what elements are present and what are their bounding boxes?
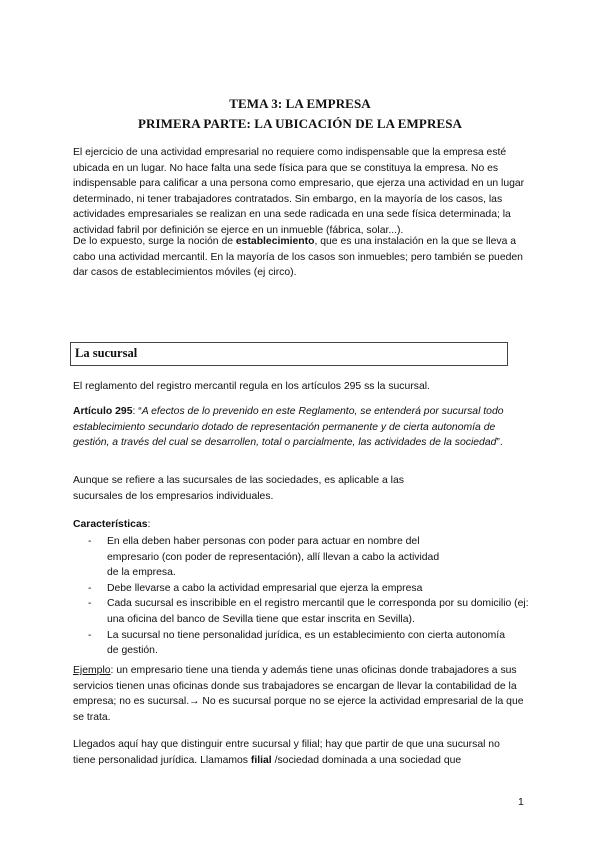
ejemplo-paragraph — [73, 663, 525, 725]
document-subtitle: PRIMERA PARTE: LA UBICACIÓN DE LA EMPRESA — [137, 116, 463, 131]
filial-paragraph — [73, 737, 525, 768]
document-title: TEMA 3: LA EMPRESA — [229, 96, 371, 111]
articulo-quote: A efectos de lo prevenido en este Reglamento, se entenderá por sucursal todo establecimiento secundario dotado de representación permanente y de cierta autonomía de gestión, a través del cual se desarrollen, total o parcialmente, las actividades de la sociedad — [73, 406, 504, 449]
establecimiento-term: establecimiento — [235, 236, 315, 247]
articulo-paragraph — [73, 404, 525, 451]
section-heading: La sucursal — [75, 346, 138, 360]
filial-text-after: /sociedad dominada a una sociedad que — [271, 754, 462, 766]
page-number: 1 — [518, 797, 524, 808]
filial-term: filial — [250, 754, 272, 766]
articulo-separator: : “ — [132, 406, 142, 417]
establecimiento-paragraph — [73, 234, 525, 281]
list-item — [88, 596, 532, 627]
ejemplo-text: : un empresario tiene una tienda y además tiene unas oficinas donde trabajadores a sus servicios tienen unas oficinas donde sus trabajadores se encargan de llevar la contabilidad de la empresa; no es sucursal.→ No es sucursal porque no se ejerce la actividad empresarial de la que se trata. — [73, 665, 524, 723]
aplicable-paragraph: Aunque se refiere a las sucursales de las sociedades, es aplicable a las sucursales de los empresarios individuales. — [73, 475, 404, 502]
list-item — [88, 581, 528, 597]
list-item-text: Cada sucursal es inscribible en el registro mercantil que le corresponda por su domicilio (ej: una oficina del banco de Sevilla tiene que estar inscrita en Sevilla). — [107, 598, 529, 625]
list-dash: - — [88, 598, 92, 610]
caracteristicas-heading — [73, 517, 525, 533]
articulo-closing: ”. — [496, 437, 503, 449]
establecimiento-text-before: De lo expuesto, surge la noción de — [73, 236, 236, 247]
list-dash: - — [88, 629, 92, 641]
filial-text-before: Llegados aquí hay que distinguir entre sucursal y filial; hay que partir de que una sucursal no tiene personalidad jurídica. Llamamos — [73, 739, 500, 766]
caracteristicas-colon: : — [147, 519, 151, 530]
reglamento-paragraph: El reglamento del registro mercantil regula en los artículos 295 ss la sucursal. — [73, 381, 430, 392]
list-item-text: Debe llevarse a cabo la actividad empresarial que ejerza la empresa — [107, 582, 423, 594]
caracteristicas-list — [88, 534, 528, 659]
list-item-text: En ella deben haber personas con poder para actuar en nombre del empresario (con poder de representación), allí llevan a cabo la actividad de la empresa. — [107, 536, 440, 579]
list-item — [88, 628, 517, 659]
caracteristicas-label: Características — [73, 519, 148, 530]
ejemplo-label: Ejemplo — [73, 665, 111, 676]
section-heading-box — [70, 342, 508, 366]
list-dash: - — [88, 536, 92, 547]
list-item — [88, 534, 452, 581]
articulo-label: Artículo 295 — [73, 406, 133, 417]
list-dash: - — [88, 582, 92, 594]
establecimiento-text-after: , que es una instalación en la que se lleva a cabo una actividad mercantil. En la mayoría de los casos son inmuebles; pero también se pueden dar casos de establecimientos móviles (ej circo). — [73, 236, 523, 279]
intro-paragraph: El ejercicio de una actividad empresarial no requiere como indispensable que la empresa esté ubicada en un lugar. No hace falta una sede física para que se constituya la empresa. No es indispensable para calificar a una persona como empresario, que ejerza una actividad en un lugar determinado, ni tener trabajadores contratados. Sin embargo, en la mayoría de los casos, las actividades empresariales se realizan en una sede radicada en una sede física determinada; la actividad fabril por definición se ejerce en un inmueble (fábrica, solar...). — [73, 147, 525, 236]
list-item-text: La sucursal no tiene personalidad jurídica, es un establecimiento con cierta autonomía de gestión. — [107, 629, 505, 657]
